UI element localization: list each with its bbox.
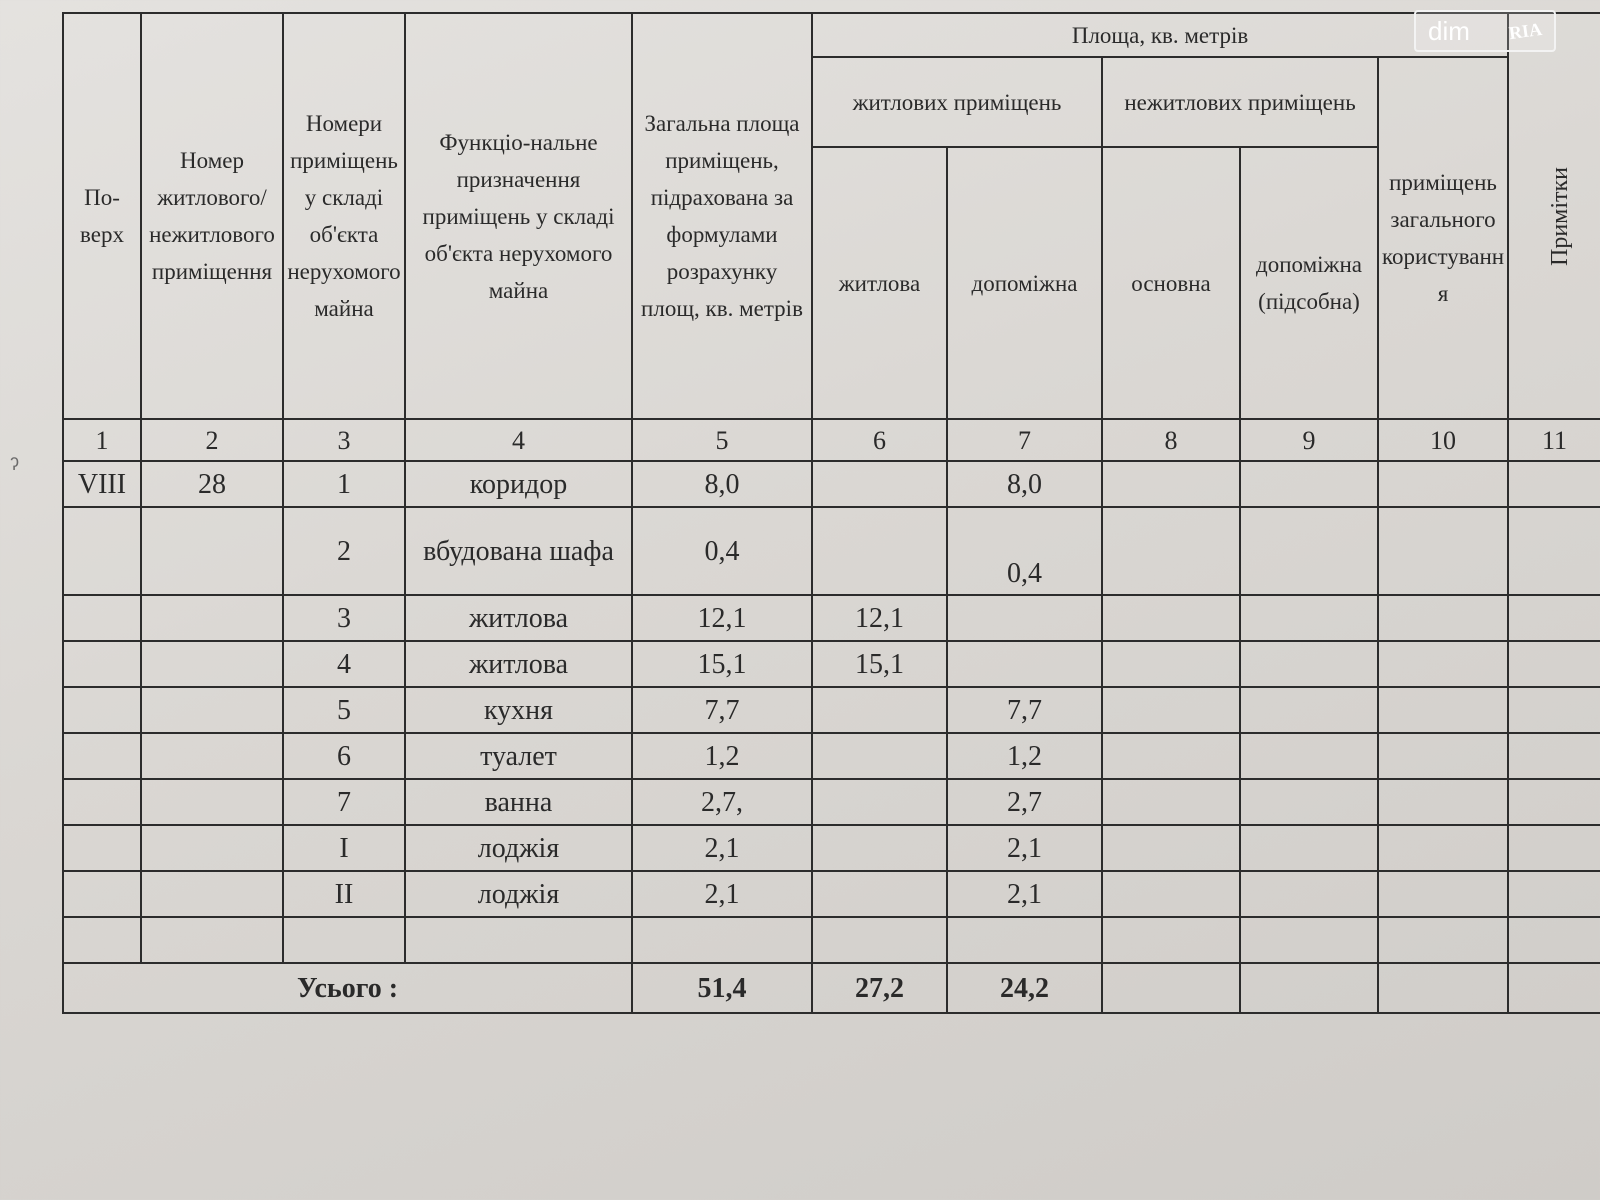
header-auxiliary: допоміжна	[947, 147, 1102, 419]
col-number: 1	[63, 419, 141, 461]
cell-room: 4	[283, 641, 405, 687]
cell-aux-sub	[1240, 733, 1378, 779]
col-number: 2	[141, 419, 283, 461]
header-living: житлова	[812, 147, 947, 419]
cell-common	[1378, 733, 1508, 779]
table-row	[63, 461, 1600, 507]
cell-living: 12,1	[812, 595, 947, 641]
cell-main	[1102, 733, 1240, 779]
cell-aux-sub	[1240, 507, 1378, 595]
cell-common	[1378, 641, 1508, 687]
cell-unit	[141, 507, 283, 595]
cell-floor	[63, 507, 141, 595]
cell-main	[1102, 641, 1240, 687]
empty-cell	[141, 917, 283, 963]
cell-room: II	[283, 871, 405, 917]
cell-living	[812, 871, 947, 917]
cell-notes	[1508, 507, 1600, 595]
cell-aux-sub	[1240, 779, 1378, 825]
cell-total: 7,7	[632, 687, 812, 733]
table-row	[63, 507, 1600, 595]
empty-cell	[1378, 917, 1508, 963]
table-row	[63, 733, 1600, 779]
empty-cell	[947, 917, 1102, 963]
cell-floor	[63, 871, 141, 917]
header-aux-sub: допоміжна (підсобна)	[1240, 147, 1378, 419]
cell-common	[1378, 825, 1508, 871]
cell-room: 6	[283, 733, 405, 779]
cell-auxiliary: 7,7	[947, 687, 1102, 733]
col-number: 10	[1378, 419, 1508, 461]
cell-aux-sub	[1240, 595, 1378, 641]
cell-auxiliary: 2,7	[947, 779, 1102, 825]
cell-total: 2,1	[632, 825, 812, 871]
cell-notes	[1508, 779, 1600, 825]
empty-cell	[632, 917, 812, 963]
cell-main	[1102, 687, 1240, 733]
watermark-logo	[1414, 10, 1556, 52]
total-auxiliary-value: 24,2	[947, 963, 1102, 1013]
empty-row	[63, 917, 1600, 963]
cell-function: лоджія	[405, 871, 632, 917]
watermark-left-text: dim	[1428, 15, 1470, 46]
total-common-value	[1378, 963, 1508, 1013]
cell-auxiliary	[947, 595, 1102, 641]
col-number: 5	[632, 419, 812, 461]
cell-common	[1378, 687, 1508, 733]
cell-total: 1,2	[632, 733, 812, 779]
empty-cell	[1240, 917, 1378, 963]
total-notes-value	[1508, 963, 1600, 1013]
table-row	[63, 595, 1600, 641]
cell-unit: 28	[141, 461, 283, 507]
total-living-value: 27,2	[812, 963, 947, 1013]
header-unit-number: Номер житлового/ нежитлового приміщення	[141, 13, 283, 419]
cell-notes	[1508, 825, 1600, 871]
cell-common	[1378, 595, 1508, 641]
cell-room: 5	[283, 687, 405, 733]
empty-cell	[1508, 917, 1600, 963]
total-label: Усього :	[63, 963, 632, 1013]
cell-function: лоджія	[405, 825, 632, 871]
header-notes	[1508, 13, 1600, 419]
cell-notes	[1508, 461, 1600, 507]
cell-common	[1378, 871, 1508, 917]
header-common: приміщень загального користування	[1378, 57, 1508, 419]
cell-aux-sub	[1240, 825, 1378, 871]
cell-total: 8,0	[632, 461, 812, 507]
col-number: 11	[1508, 419, 1600, 461]
cell-function: житлова	[405, 595, 632, 641]
cell-aux-sub	[1240, 461, 1378, 507]
table-row	[63, 641, 1600, 687]
cell-aux-sub	[1240, 871, 1378, 917]
empty-cell	[283, 917, 405, 963]
cell-aux-sub	[1240, 641, 1378, 687]
header-main: основна	[1102, 147, 1240, 419]
cell-auxiliary: 8,0	[947, 461, 1102, 507]
cell-total: 2,7,	[632, 779, 812, 825]
cell-floor	[63, 687, 141, 733]
cell-unit	[141, 641, 283, 687]
cell-floor: VIII	[63, 461, 141, 507]
cell-main	[1102, 871, 1240, 917]
total-area-value: 51,4	[632, 963, 812, 1013]
header-total-area: Загальна площа приміщень, підрахована за формулами розрахунку площ, кв. метрів	[632, 13, 812, 419]
cell-function: житлова	[405, 641, 632, 687]
table-row	[63, 779, 1600, 825]
cell-living	[812, 733, 947, 779]
empty-cell	[1102, 917, 1240, 963]
cell-living: 15,1	[812, 641, 947, 687]
cell-room: I	[283, 825, 405, 871]
cell-floor	[63, 779, 141, 825]
cell-common	[1378, 461, 1508, 507]
cell-auxiliary	[947, 641, 1102, 687]
cell-room: 3	[283, 595, 405, 641]
cell-function: туалет	[405, 733, 632, 779]
header-residential: житлових приміщень	[812, 57, 1102, 147]
watermark-right-text: RIA	[1507, 18, 1544, 43]
col-number: 3	[283, 419, 405, 461]
cell-notes	[1508, 687, 1600, 733]
cell-unit	[141, 871, 283, 917]
cell-auxiliary: 1,2	[947, 733, 1102, 779]
header-nonresidential: нежитлових приміщень	[1102, 57, 1378, 147]
cell-unit	[141, 733, 283, 779]
cell-room: 7	[283, 779, 405, 825]
cell-living	[812, 687, 947, 733]
cell-room: 2	[283, 507, 405, 595]
cell-floor	[63, 595, 141, 641]
cell-unit	[141, 595, 283, 641]
cell-total: 15,1	[632, 641, 812, 687]
cell-main	[1102, 595, 1240, 641]
empty-cell	[63, 917, 141, 963]
header-floor: По-верх	[63, 13, 141, 419]
header-row-1	[63, 13, 1600, 57]
table-row	[63, 871, 1600, 917]
empty-cell	[405, 917, 632, 963]
cell-function: коридор	[405, 461, 632, 507]
column-number-row	[63, 419, 1600, 461]
table-row	[63, 825, 1600, 871]
header-function: Функціо-нальне призначення приміщень у складі об'єкта нерухомого майна	[405, 13, 632, 419]
cell-function: вбудована шафа	[405, 507, 632, 595]
empty-cell	[812, 917, 947, 963]
cell-unit	[141, 779, 283, 825]
cell-floor	[63, 733, 141, 779]
total-main-value	[1102, 963, 1240, 1013]
cell-living	[812, 825, 947, 871]
header-notes-label: Примітки	[1547, 166, 1574, 267]
col-number: 4	[405, 419, 632, 461]
cell-notes	[1508, 595, 1600, 641]
cell-auxiliary: 2,1	[947, 825, 1102, 871]
col-number: 6	[812, 419, 947, 461]
cell-unit	[141, 825, 283, 871]
header-room-numbers: Номери приміщень у складі об'єкта нерухомого майна	[283, 13, 405, 419]
cell-unit	[141, 687, 283, 733]
cell-main	[1102, 461, 1240, 507]
cell-auxiliary: 0,4	[947, 507, 1102, 595]
cell-total: 0,4	[632, 507, 812, 595]
table-row	[63, 687, 1600, 733]
cell-living	[812, 779, 947, 825]
col-number: 7	[947, 419, 1102, 461]
cell-common	[1378, 507, 1508, 595]
area-table	[62, 12, 1600, 1014]
total-aux-sub-value	[1240, 963, 1378, 1013]
cell-room: 1	[283, 461, 405, 507]
cell-main	[1102, 779, 1240, 825]
cell-notes	[1508, 733, 1600, 779]
header-area-group: Площа, кв. метрів	[812, 13, 1508, 57]
cell-main	[1102, 825, 1240, 871]
cell-floor	[63, 641, 141, 687]
cell-floor	[63, 825, 141, 871]
cell-total: 12,1	[632, 595, 812, 641]
col-number: 9	[1240, 419, 1378, 461]
cell-function: ванна	[405, 779, 632, 825]
cell-main	[1102, 507, 1240, 595]
cell-living	[812, 461, 947, 507]
cell-total: 2,1	[632, 871, 812, 917]
cell-notes	[1508, 871, 1600, 917]
page-edge-mark: ˀ	[10, 452, 20, 482]
cell-notes	[1508, 641, 1600, 687]
cell-function: кухня	[405, 687, 632, 733]
cell-auxiliary: 2,1	[947, 871, 1102, 917]
cell-common	[1378, 779, 1508, 825]
cell-living	[812, 507, 947, 595]
col-number: 8	[1102, 419, 1240, 461]
cell-aux-sub	[1240, 687, 1378, 733]
total-row	[63, 963, 1600, 1013]
